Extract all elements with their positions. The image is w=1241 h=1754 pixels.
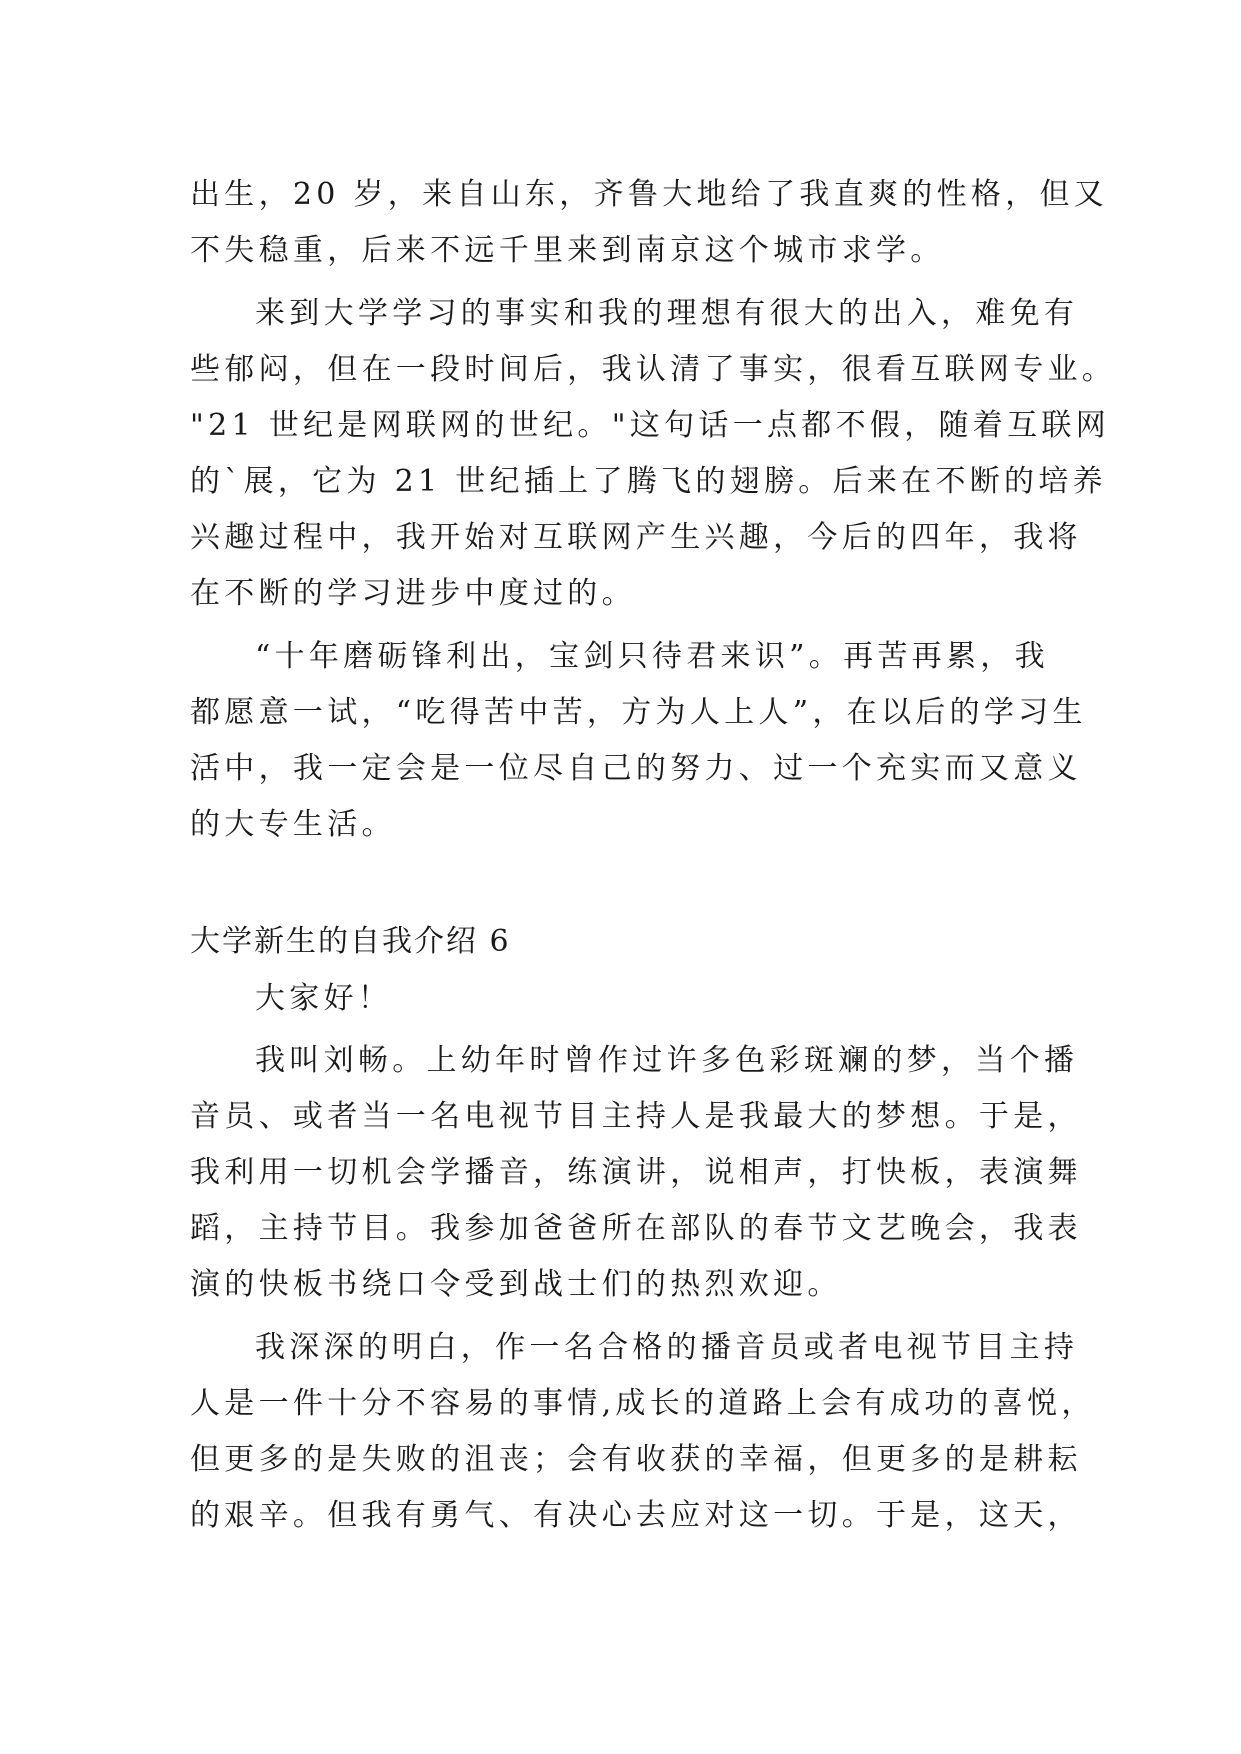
text-line: 蹈，主持节目。我参加爸爸所在部队的春节文艺晚会，我表	[190, 1211, 1082, 1246]
text-line: 些郁闷，但在一段时间后，我认清了事实，很看互联网专业。	[190, 352, 1117, 387]
text-line: 在不断的学习进步中度过的。	[190, 576, 636, 611]
text-line: “十年磨砺锋利出，宝剑只待君来识”。再苦再累，我	[255, 639, 1049, 674]
text-line: 我深深的明白，作一名合格的播音员或者电视节目主持	[255, 1330, 1079, 1365]
text-line: 来到大学学习的事实和我的理想有很大的出入，难免有	[255, 296, 1079, 331]
text-line: 但更多的是失败的沮丧；会有收获的幸福，但更多的是耕耘	[190, 1442, 1082, 1477]
text-line: 我叫刘畅。上幼年时曾作过许多色彩斑斓的梦，当个播	[255, 1043, 1079, 1078]
text-line: 人是一件十分不容易的事情,成长的道路上会有成功的喜悦，	[190, 1386, 1096, 1421]
text-line: 活中，我一定会是一位尽自己的努力、过一个充实而又意义	[190, 751, 1082, 786]
text-line: 的`展，它为 21 世纪插上了腾飞的翅膀。后来在不断的培养	[190, 464, 1107, 499]
text-line: 出生，20 岁，来自山东，齐鲁大地给了我直爽的性格，但又	[190, 177, 1109, 212]
text-line: 不失稳重，后来不远千里来到南京这个城市求学。	[190, 233, 945, 268]
text-line: 的艰辛。但我有勇气、有决心去应对这一切。于是，这天，	[190, 1498, 1082, 1533]
text-line: 都愿意一试，“吃得苦中苦，方为人上人”，在以后的学习生	[190, 695, 1087, 730]
text-line: 演的快板书绕口令受到战士们的热烈欢迎。	[190, 1267, 842, 1302]
text-line: "21 世纪是网联网的世纪。"这句话一点都不假，随着互联网	[190, 408, 1111, 443]
text-line: 的大专生活。	[190, 807, 396, 842]
text-line: 我利用一切机会学播音，练演讲，说相声，打快板，表演舞	[190, 1155, 1082, 1190]
section-heading: 大学新生的自我介绍 6	[190, 924, 511, 959]
text-line: 兴趣过程中，我开始对互联网产生兴趣，今后的四年，我将	[190, 520, 1082, 555]
greeting-line: 大家好！	[255, 981, 393, 1016]
text-line: 音员、或者当一名电视节目主持人是我最大的梦想。于是，	[190, 1099, 1082, 1134]
